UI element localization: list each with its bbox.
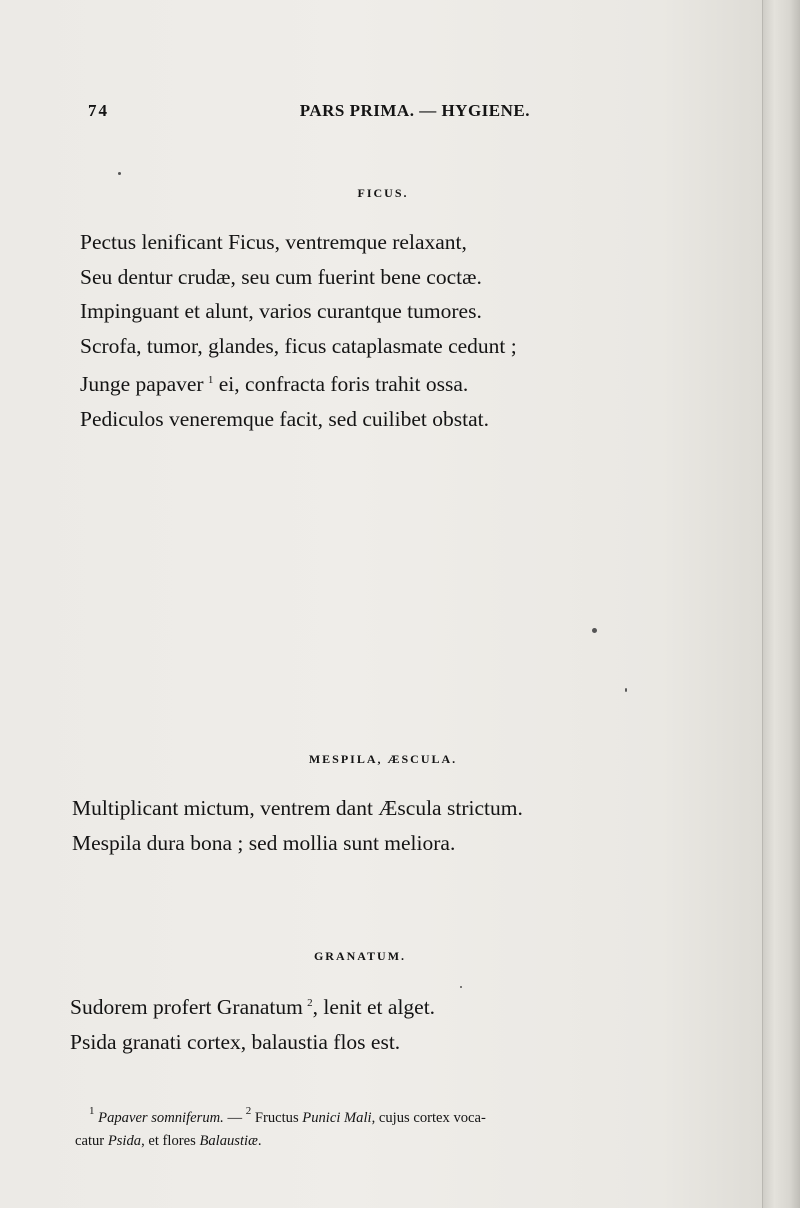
- paper-speck: [460, 986, 462, 988]
- verse-line: [70, 986, 435, 1025]
- verse-block-mespila: [72, 791, 523, 860]
- footnote-italic: Papaver somniferum.: [98, 1110, 224, 1126]
- verse-text: , lenit et alget.: [312, 995, 436, 1019]
- verse-text: Junge papaver: [80, 372, 204, 396]
- footnote-number: 1: [89, 1105, 95, 1117]
- footnote-text: , et flores: [141, 1133, 200, 1149]
- page-number: 74: [88, 101, 109, 120]
- footnote-italic: Balaustiæ: [199, 1133, 258, 1149]
- verse-line: Seu dentur crudæ, seu cum fuerint bene coctæ.: [80, 264, 482, 289]
- page-edge: [762, 0, 800, 1208]
- footnote-text: Fructus: [251, 1110, 303, 1126]
- footnote-text: —: [223, 1110, 246, 1126]
- section-title-granatum: GRANATUM.: [313, 949, 407, 963]
- section-title-mespila: MESPILA, ÆSCULA.: [308, 752, 458, 766]
- verse-line: Pectus lenificant Ficus, ventremque relaxant,: [80, 230, 467, 254]
- paper-speck: [592, 628, 597, 633]
- verse-line: Multiplicant mictum, ventrem dant Æscula strictum.: [72, 796, 523, 820]
- verse-line: Impinguant et alunt, varios curantque tumores.: [80, 299, 482, 323]
- footnote-marker: 2: [307, 997, 313, 1009]
- footnote-marker: 1: [207, 374, 214, 386]
- verse-block-ficus: [80, 225, 517, 436]
- footnotes: [75, 1100, 675, 1153]
- footnote-text: .: [257, 1133, 262, 1149]
- verse-line: [80, 363, 517, 402]
- footnote-line: [75, 1100, 675, 1130]
- paper-speck: [118, 172, 121, 175]
- footnote-text: catur: [75, 1133, 108, 1149]
- footnote-number: 2: [245, 1105, 252, 1117]
- verse-text: Sudorem profert Granatum: [70, 995, 303, 1019]
- running-title: PARS PRIMA. — HYGIENE.: [299, 101, 530, 120]
- verse-text: ei, confracta foris trahit ossa.: [213, 372, 469, 396]
- footnote-italic: Psida: [107, 1133, 142, 1149]
- footnote-italic: Punici Mali: [302, 1110, 372, 1126]
- verse-block-granatum: [70, 986, 435, 1059]
- verse-line: Pediculos veneremque facit, sed cuilibet obstat.: [80, 406, 489, 431]
- paper-speck: [625, 688, 627, 692]
- verse-line: Psida granati cortex, balaustia flos est.: [70, 1029, 401, 1054]
- section-title-ficus: FICUS.: [357, 186, 409, 200]
- footnote-line: [75, 1130, 675, 1153]
- footnote-text: , cujus cortex voca-: [371, 1110, 486, 1126]
- verse-line: Scrofa, tumor, glandes, ficus cataplasmate cedunt ;: [80, 333, 517, 358]
- running-head: [88, 101, 530, 125]
- verse-line: Mespila dura bona ; sed mollia sunt meliora.: [72, 830, 456, 855]
